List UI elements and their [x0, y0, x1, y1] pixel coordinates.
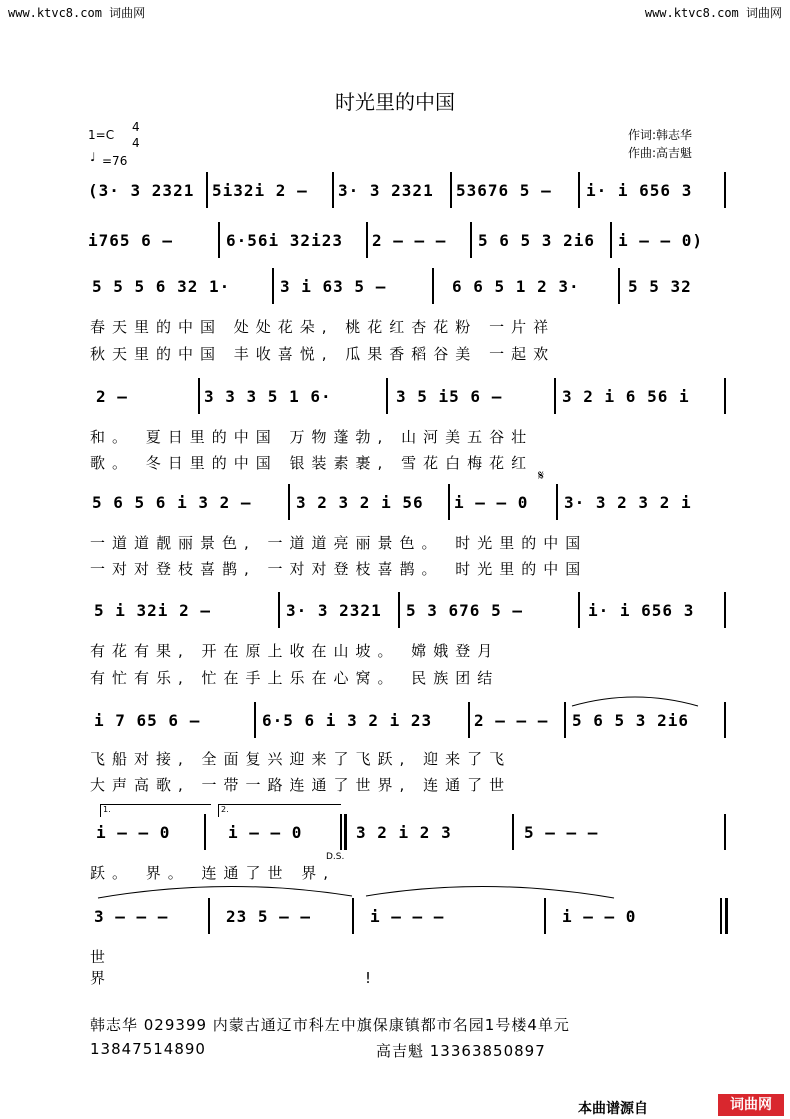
- measure: i – – 0): [618, 231, 704, 250]
- measure: 6 6 5 1 2 3·: [452, 277, 580, 296]
- barline: [544, 898, 546, 934]
- lyric-line: 秋天里的中国 丰收喜悦, 瓜果香稻谷美 一起欢: [90, 345, 556, 363]
- score-system-4: [88, 378, 728, 414]
- score-system-5: [88, 484, 728, 520]
- composer: 作曲:高吉魁: [628, 146, 693, 160]
- barline: [332, 172, 334, 208]
- barline: [724, 702, 726, 738]
- dal-segno: D.S.: [326, 852, 345, 862]
- barline: [720, 898, 722, 934]
- measure: 3 – – –: [94, 907, 169, 926]
- measure: i – – 0: [454, 493, 529, 512]
- key-signature: 1=C: [88, 128, 115, 142]
- measure: 3 5 i5 6 –: [396, 387, 503, 406]
- measure: 5 3 676 5 –: [406, 601, 523, 620]
- barline: [386, 378, 388, 414]
- barline: [724, 592, 726, 628]
- footer-line-1: 韩志华 029399 内蒙古通辽市科左中旗保康镇都市名园1号楼4单元: [90, 1016, 570, 1034]
- measure: i765 6 –: [88, 231, 174, 250]
- measure: 2 – – –: [474, 711, 549, 730]
- measure: 3 2 3 2 i 56: [296, 493, 424, 512]
- lyric-line: 有花有果, 开在原上收在山坡。 嫦娥登月: [90, 642, 500, 660]
- footer-line-2: 高吉魁 13363850897: [376, 1042, 546, 1060]
- score-system-1: [88, 172, 728, 208]
- barline: [272, 268, 274, 304]
- measure: i – – 0: [96, 823, 171, 842]
- source-label: 本曲谱源自: [578, 1101, 648, 1117]
- score-system-3: [88, 268, 728, 304]
- barline: [432, 268, 434, 304]
- score-system-9: [88, 898, 728, 934]
- measure: (3· 3 2321: [88, 181, 195, 200]
- measure: 3· 3 2321: [286, 601, 382, 620]
- score-system-2: [88, 222, 728, 258]
- measure: 6·5 6 i 3 2 i 23: [262, 711, 433, 730]
- lyric-line: 大声高歌, 一带一路连通了世界, 连通了世: [90, 776, 512, 794]
- measure: i – – 0: [562, 907, 637, 926]
- lyric-line: 飞船对接, 全面复兴迎来了飞跃, 迎来了飞: [90, 750, 512, 768]
- lyric-line: 有忙有乐, 忙在手上乐在心窝。 民族团结: [90, 669, 500, 687]
- barline: [204, 814, 206, 850]
- measure: 5 6 5 3 2i6: [572, 711, 689, 730]
- barline: [554, 378, 556, 414]
- volta-second-ending: 2.: [218, 804, 341, 817]
- score-system-8: [88, 814, 728, 850]
- measure: i – – 0: [228, 823, 303, 842]
- score-system-6: [88, 592, 728, 628]
- measure: 3 2 i 6 56 i: [562, 387, 690, 406]
- measure: 3 2 i 2 3: [356, 823, 452, 842]
- barline: [578, 172, 580, 208]
- measure: 6·56i 32i23: [226, 231, 343, 250]
- barline: [450, 172, 452, 208]
- measure: 5 – – –: [524, 823, 599, 842]
- measure: 5 5 32: [628, 277, 692, 296]
- lyric-line: 和。 夏日里的中国 万物蓬勃, 山河美五谷壮: [90, 428, 534, 446]
- tempo: =76: [102, 154, 128, 168]
- measure: i 7 65 6 –: [94, 711, 201, 730]
- song-title: 时光里的中国: [335, 90, 455, 114]
- barline: [254, 702, 256, 738]
- barline: [398, 592, 400, 628]
- lyric-line: 春天里的中国 处处花朵, 桃花红杏花粉 一片祥: [90, 318, 556, 336]
- measure: 53676 5 –: [456, 181, 552, 200]
- lyric-line: 世 界!: [90, 948, 632, 987]
- lyric-line: 歌。 冬日里的中国 银装素裹, 雪花白梅花红: [90, 454, 534, 472]
- measure: 5 6 5 3 2i6: [478, 231, 595, 250]
- barline: [724, 172, 726, 208]
- measure: 3 3 3 5 1 6·: [204, 387, 332, 406]
- measure: 5 i 32i 2 –: [94, 601, 211, 620]
- barline: [468, 702, 470, 738]
- measure: 3· 3 2321: [338, 181, 434, 200]
- footer-phone: 13847514890: [90, 1040, 206, 1058]
- barline: [724, 814, 726, 850]
- measure: 3· 3 2 3 2 i: [564, 493, 692, 512]
- barline: [556, 484, 558, 520]
- slur: [570, 694, 700, 708]
- barline: [448, 484, 450, 520]
- barline: [564, 702, 566, 738]
- measure: 5 6 5 6 i 3 2 –: [92, 493, 252, 512]
- lyric-line: 一道道靓丽景色, 一道道亮丽景色。 时光里的中国: [90, 534, 588, 552]
- time-bottom: 4: [132, 136, 140, 150]
- barline: [610, 222, 612, 258]
- barline: [278, 592, 280, 628]
- barline: [206, 172, 208, 208]
- measure: i – – –: [370, 907, 445, 926]
- quarter-note-icon: ♩: [90, 150, 96, 164]
- time-top: 4: [132, 120, 140, 134]
- lyric-line: 跃。 界。 连通了世 界,: [90, 864, 336, 882]
- barline: [366, 222, 368, 258]
- lyric-line: 一对对登枝喜鹊, 一对对登枝喜鹊。 时光里的中国: [90, 560, 588, 578]
- barline: [512, 814, 514, 850]
- barline: [198, 378, 200, 414]
- barline: [288, 484, 290, 520]
- measure: i· i 656 3: [586, 181, 693, 200]
- measure: 2 – – –: [372, 231, 447, 250]
- barline: [352, 898, 354, 934]
- lyricist: 作词:韩志华: [628, 128, 693, 142]
- header-right: www.ktvc8.com 词曲网: [644, 6, 782, 20]
- barline: [218, 222, 220, 258]
- measure: 3 i 63 5 –: [280, 277, 387, 296]
- final-barline: [725, 898, 728, 934]
- site-logo[interactable]: 词曲网: [718, 1094, 784, 1116]
- segno-icon: 𝄋: [538, 468, 545, 484]
- barline: [344, 814, 347, 850]
- measure: 2 –: [96, 387, 128, 406]
- barline: [578, 592, 580, 628]
- volta-first-ending: 1.: [100, 804, 211, 817]
- measure: i· i 656 3: [588, 601, 695, 620]
- measure: 23 5 – –: [226, 907, 312, 926]
- header-left: www.ktvc8.com 词曲网: [8, 6, 146, 20]
- measure: 5 5 5 6 32 1·: [92, 277, 231, 296]
- barline: [208, 898, 210, 934]
- measure: 5i32i 2 –: [212, 181, 308, 200]
- barline: [470, 222, 472, 258]
- barline: [618, 268, 620, 304]
- barline: [340, 814, 342, 850]
- barline: [724, 378, 726, 414]
